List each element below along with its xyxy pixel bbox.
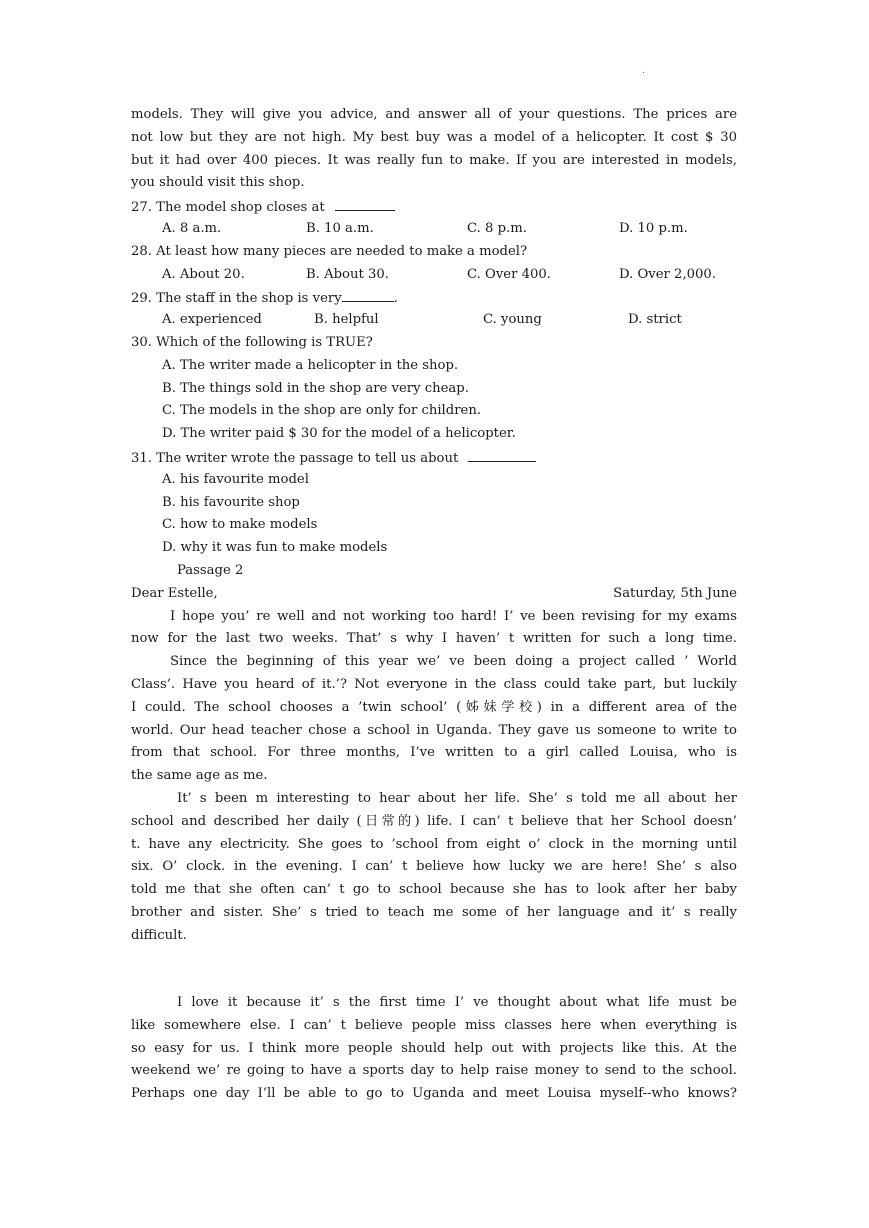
paragraph-line: It’ s been m interesting to hear about her life. She’ s told me all about her xyxy=(177,790,737,806)
paragraph-line: from that school. For three months, I’ve written to a girl called Louisa, who is xyxy=(131,745,737,761)
intro-line: models. They will give you advice, and answer all of your questions. The prices are xyxy=(131,107,737,122)
question-27 xyxy=(131,195,737,218)
paragraph-line: t. have any electricity. She goes to ’school from eight o’ clock in the morning until xyxy=(131,836,737,852)
paragraph-line: school and described her daily (日常的) life. I can’ t believe that her School doesn’ xyxy=(131,813,737,829)
paragraph-line: Since the beginning of this year we’ ve been doing a project called ’ World xyxy=(170,654,737,670)
option-a: A. his favourite model xyxy=(162,471,309,487)
answer-blank xyxy=(468,446,536,462)
question-stem: 31. The writer wrote the passage to tell us about xyxy=(131,450,459,466)
letter-date: Saturday, 5th June xyxy=(613,585,737,601)
passage-heading: Passage 2 xyxy=(177,562,244,578)
intro-line: but it had over 400 pieces. It was really fun to make. If you are interested in models, xyxy=(131,152,737,168)
option-c: C. Over 400. xyxy=(467,266,551,282)
paragraph-line: I could. The school chooses a ’twin school’ (姊妹学校) in a different area of the xyxy=(131,699,737,715)
option-b: B. his favourite shop xyxy=(162,494,300,510)
option-a: A. 8 a.m. xyxy=(162,220,222,236)
letter-greeting: Dear Estelle, xyxy=(131,585,218,601)
options-29 xyxy=(131,309,737,332)
paragraph-line: I love it because it’ s the first time I’ ve thought about what life must be xyxy=(177,995,737,1010)
answer-blank xyxy=(342,286,394,302)
option-c: C. how to make models xyxy=(162,517,318,533)
paragraph-line: told me that she often can’ t go to school because she has to look after her baby xyxy=(131,882,737,898)
paragraph-line: six. O’ clock. in the evening. I can’ t believe how lucky we are here! She’ s also xyxy=(131,859,737,875)
reading-section-2 xyxy=(131,992,737,1106)
option-d: D. The writer paid $ 30 for the model of a helicopter. xyxy=(162,426,516,442)
question-29 xyxy=(131,286,737,309)
option-a: A. About 20. xyxy=(162,266,245,282)
paragraph-line: I hope you’ re well and not working too hard! I’ ve been revising for my exams xyxy=(170,608,737,624)
option-b: B. The things sold in the shop are very cheap. xyxy=(162,380,469,396)
paragraph-line: Class’. Have you heard of it.’? Not everyone in the class could take part, but luckily xyxy=(131,676,737,692)
options-28 xyxy=(131,264,737,287)
paragraph-line: brother and sister. She’ s tried to teach me some of her language and it’ s really xyxy=(131,904,737,920)
paragraph-line: the same age as me. xyxy=(131,768,268,784)
paragraph-line: like somewhere else. I can’ t believe people miss classes here when everything is xyxy=(131,1017,737,1033)
reading-section-1 xyxy=(131,104,737,947)
option-a: A. experienced xyxy=(162,312,262,328)
paragraph-line: so easy for us. I think more people should help out with projects like this. At the xyxy=(131,1040,737,1056)
question-30: 30. Which of the following is TRUE? xyxy=(131,334,373,350)
option-d: D. 10 p.m. xyxy=(619,220,688,236)
paragraph-line: Perhaps one day I’ll be able to go to Uganda and meet Louisa myself--who knows? xyxy=(131,1086,737,1102)
question-stem: 27. The model shop closes at xyxy=(131,200,325,216)
option-c: C. 8 p.m. xyxy=(467,220,527,236)
option-c: C. young xyxy=(483,312,542,328)
option-d: D. strict xyxy=(628,312,682,328)
page-marker: . xyxy=(642,66,645,76)
question-28: 28. At least how many pieces are needed to make a model? xyxy=(131,243,528,259)
option-a: A. The writer made a helicopter in the shop. xyxy=(162,357,459,373)
paragraph-line: difficult. xyxy=(131,927,187,943)
answer-blank xyxy=(335,195,395,211)
question-stem: 29. The staff in the shop is very xyxy=(131,291,342,307)
option-d: D. why it was fun to make models xyxy=(162,540,388,556)
question-31 xyxy=(131,446,737,469)
intro-line: not low but they are not high. My best buy was a model of a helicopter. It cost $ 30 xyxy=(131,129,737,145)
option-b: B. 10 a.m. xyxy=(306,220,374,236)
paragraph-line: weekend we’ re going to have a sports day to help raise money to send to the school. xyxy=(131,1063,737,1079)
option-d: D. Over 2,000. xyxy=(619,266,716,282)
options-27 xyxy=(131,218,737,241)
intro-line: you should visit this shop. xyxy=(131,175,305,191)
option-b: B. About 30. xyxy=(306,266,389,282)
stem-end: . xyxy=(393,291,398,307)
letter-header xyxy=(131,583,737,606)
option-b: B. helpful xyxy=(314,312,379,328)
paragraph-line: world. Our head teacher chose a school in Uganda. They gave us someone to write to xyxy=(131,722,737,738)
paragraph-line: now for the last two weeks. That’ s why I haven’ t written for such a long time. xyxy=(131,631,737,647)
option-c: C. The models in the shop are only for children. xyxy=(162,403,482,419)
